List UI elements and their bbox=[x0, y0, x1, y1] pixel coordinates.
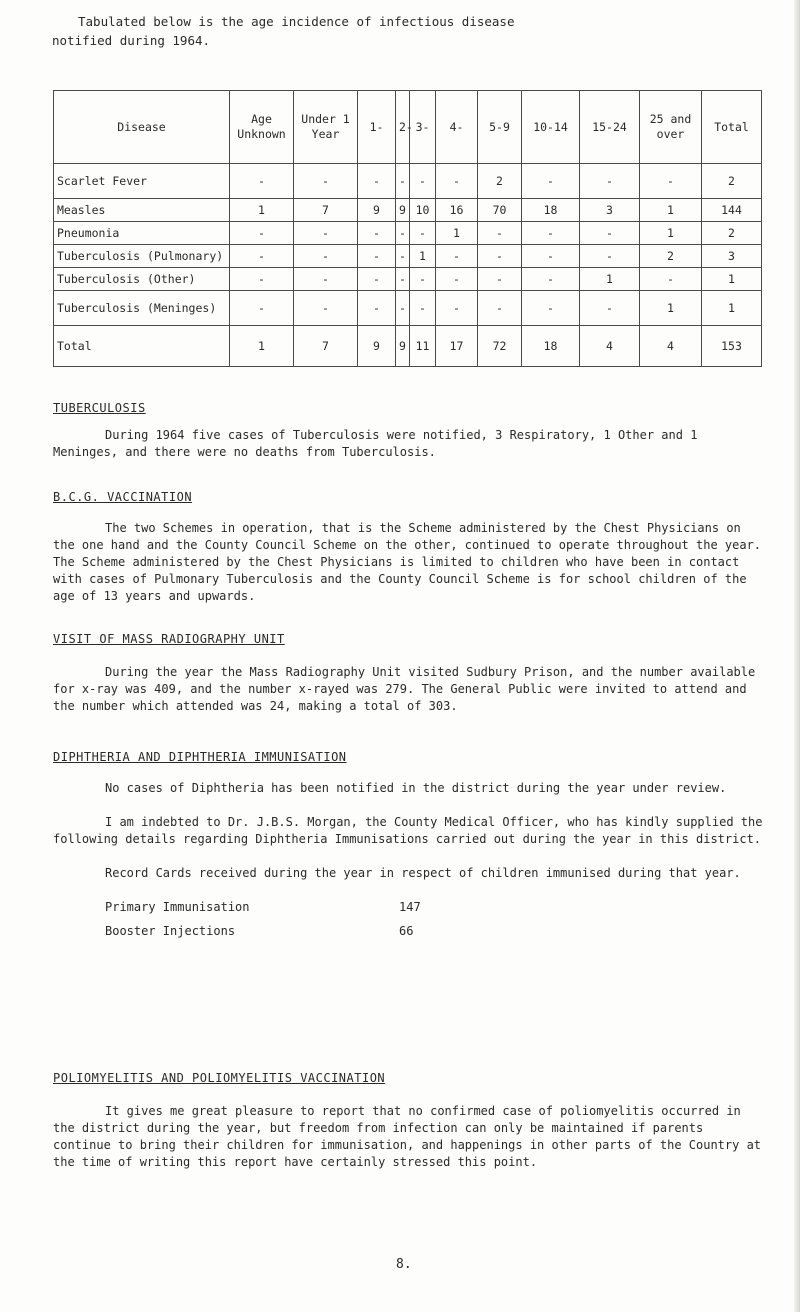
table-cell: - bbox=[580, 291, 640, 326]
table-cell: - bbox=[410, 222, 436, 245]
header-cell: Age Unknown bbox=[230, 91, 294, 164]
table-cell: - bbox=[410, 164, 436, 199]
header-cell: 5-9 bbox=[478, 91, 522, 164]
table-cell: - bbox=[294, 164, 358, 199]
table-cell: - bbox=[294, 268, 358, 291]
header-cell: 15-24 bbox=[580, 91, 640, 164]
table-cell: 70 bbox=[478, 199, 522, 222]
table-cell: - bbox=[640, 268, 702, 291]
table-cell: 72 bbox=[478, 326, 522, 367]
table-header-row bbox=[54, 91, 762, 164]
section-heading: B.C.G. VACCINATION bbox=[53, 490, 193, 504]
table-cell: - bbox=[230, 164, 294, 199]
section-paragraph: It gives me great pleasure to report that no confirmed case of poliomyelitis occurred in the district during the year, but freedom from infection can only be maintained if parents continue to bring their children for immunisation, and happenings in other parts of the Country at the time of writing this report have certainly stressed this point. bbox=[53, 1104, 762, 1169]
table-cell: - bbox=[522, 164, 580, 199]
intro-line-2: notified during 1964. bbox=[52, 33, 211, 48]
booster-injections-row bbox=[53, 923, 765, 941]
table-cell: - bbox=[396, 164, 410, 199]
table-cell: - bbox=[230, 291, 294, 326]
table-cell: - bbox=[640, 164, 702, 199]
section-heading: VISIT OF MASS RADIOGRAPHY UNIT bbox=[53, 632, 285, 646]
table-row bbox=[54, 268, 762, 291]
table-cell: 7 bbox=[294, 199, 358, 222]
table-cell: 1 bbox=[410, 245, 436, 268]
header-cell: 25 and over bbox=[640, 91, 702, 164]
table-total-row bbox=[54, 326, 762, 367]
table-cell: - bbox=[522, 268, 580, 291]
table-cell: - bbox=[436, 245, 478, 268]
header-cell: 10-14 bbox=[522, 91, 580, 164]
header-cell: Under 1 Year bbox=[294, 91, 358, 164]
diphtheria-section bbox=[53, 749, 765, 941]
section-heading: TUBERCULOSIS bbox=[53, 401, 146, 415]
table-cell: 9 bbox=[358, 199, 396, 222]
table-cell: - bbox=[294, 222, 358, 245]
table-cell: - bbox=[294, 291, 358, 326]
table-cell: - bbox=[522, 222, 580, 245]
table-cell: - bbox=[358, 164, 396, 199]
table-cell: - bbox=[358, 291, 396, 326]
table-row bbox=[54, 199, 762, 222]
table-cell: 9 bbox=[396, 326, 410, 367]
table-cell: 2 bbox=[702, 222, 762, 245]
disease-name: Tuberculosis (Pulmonary) bbox=[54, 245, 230, 268]
table-cell: - bbox=[396, 222, 410, 245]
table-cell: - bbox=[230, 245, 294, 268]
disease-name: Measles bbox=[54, 199, 230, 222]
table-cell: 2 bbox=[478, 164, 522, 199]
table-row bbox=[54, 291, 762, 326]
age-incidence-table bbox=[53, 90, 762, 367]
table-cell: - bbox=[478, 222, 522, 245]
section-paragraph: I am indebted to Dr. J.B.S. Morgan, the County Medical Officer, who has kindly supplied the following details regarding Diphtheria Immunisations carried out during the year in this district. bbox=[53, 815, 763, 846]
section-paragraph: During 1964 five cases of Tuberculosis were notified, 3 Respiratory, 1 Other and 1 Meninges, and there were no deaths from Tuberculosis. bbox=[53, 428, 698, 459]
table-cell: 3 bbox=[580, 199, 640, 222]
table-cell: 9 bbox=[358, 326, 396, 367]
table-cell: 4 bbox=[640, 326, 702, 367]
table-cell: - bbox=[580, 222, 640, 245]
header-cell: Total bbox=[702, 91, 762, 164]
page-number: 8. bbox=[396, 1257, 412, 1272]
total-label: Total bbox=[54, 326, 230, 367]
booster-injections-value: 66 bbox=[399, 924, 414, 938]
bcg-section bbox=[53, 489, 765, 605]
table-cell: - bbox=[436, 291, 478, 326]
table-row bbox=[54, 245, 762, 268]
table-cell: - bbox=[410, 291, 436, 326]
table-cell: - bbox=[396, 268, 410, 291]
section-paragraph: No cases of Diphtheria has been notified in the district during the year under review. bbox=[105, 781, 727, 795]
table-cell: 1 bbox=[702, 268, 762, 291]
table-cell: 16 bbox=[436, 199, 478, 222]
table-cell: - bbox=[358, 268, 396, 291]
tuberculosis-section bbox=[53, 400, 765, 461]
intro-line-1: Tabulated below is the age incidence of infectious disease bbox=[78, 14, 515, 29]
disease-name: Pneumonia bbox=[54, 222, 230, 245]
section-paragraph: The two Schemes in operation, that is the Scheme administered by the Chest Physicians on the one hand and the County Council Scheme on the other, continued to operate throughout the year. The Scheme administered by the Chest Physicians is limited to children who have been in contact with cases of Pulmonary Tuberculosis and the County Council Scheme is for school children of the age of 13 years and upwards. bbox=[53, 521, 762, 603]
table-cell: 10 bbox=[410, 199, 436, 222]
primary-immunisation-value: 147 bbox=[399, 900, 421, 914]
table-cell: 3 bbox=[702, 245, 762, 268]
table-cell: 1 bbox=[230, 199, 294, 222]
table-cell: - bbox=[230, 222, 294, 245]
mass-radiography-section bbox=[53, 631, 765, 715]
booster-injections-label: Booster Injections bbox=[105, 924, 236, 938]
table-cell: 11 bbox=[410, 326, 436, 367]
table-cell: - bbox=[436, 268, 478, 291]
table-cell: - bbox=[358, 222, 396, 245]
table-cell: 1 bbox=[702, 291, 762, 326]
header-cell: 4- bbox=[436, 91, 478, 164]
primary-immunisation-label: Primary Immunisation bbox=[105, 900, 250, 914]
table-cell: 153 bbox=[702, 326, 762, 367]
table-cell: 18 bbox=[522, 326, 580, 367]
table-row bbox=[54, 164, 762, 199]
table-cell: - bbox=[294, 245, 358, 268]
header-cell: Disease bbox=[54, 91, 230, 164]
table-cell: - bbox=[522, 245, 580, 268]
table-cell: 1 bbox=[580, 268, 640, 291]
table-cell: - bbox=[522, 291, 580, 326]
table-cell: 144 bbox=[702, 199, 762, 222]
table-cell: 2 bbox=[702, 164, 762, 199]
table-cell: 1 bbox=[640, 199, 702, 222]
section-paragraph: Record Cards received during the year in respect of children immunised during that year. bbox=[105, 866, 741, 880]
table-cell: 17 bbox=[436, 326, 478, 367]
table-cell: 4 bbox=[580, 326, 640, 367]
table-cell: 1 bbox=[436, 222, 478, 245]
table-row bbox=[54, 222, 762, 245]
disease-name: Scarlet Fever bbox=[54, 164, 230, 199]
table-cell: - bbox=[436, 164, 478, 199]
header-cell: 2- bbox=[396, 91, 410, 164]
section-paragraph: During the year the Mass Radiography Unit visited Sudbury Prison, and the number available for x-ray was 409, and the number x-rayed was 279. The General Public were invited to attend and the number which attended was 24, making a total of 303. bbox=[53, 665, 756, 713]
table-cell: - bbox=[478, 245, 522, 268]
table-cell: 1 bbox=[640, 291, 702, 326]
table-cell: - bbox=[478, 268, 522, 291]
page-edge-shadow bbox=[794, 0, 800, 1312]
table-cell: - bbox=[230, 268, 294, 291]
disease-name: Tuberculosis (Meninges) bbox=[54, 291, 230, 326]
table-cell: - bbox=[396, 291, 410, 326]
table-cell: 2 bbox=[640, 245, 702, 268]
intro-text bbox=[52, 12, 515, 50]
disease-name: Tuberculosis (Other) bbox=[54, 268, 230, 291]
header-cell: 1- bbox=[358, 91, 396, 164]
table-cell: - bbox=[580, 245, 640, 268]
table-cell: - bbox=[396, 245, 410, 268]
section-heading: DIPHTHERIA AND DIPHTHERIA IMMUNISATION bbox=[53, 750, 347, 764]
table-cell: 1 bbox=[230, 326, 294, 367]
table-cell: 1 bbox=[640, 222, 702, 245]
table-cell: 9 bbox=[396, 199, 410, 222]
table-cell: - bbox=[580, 164, 640, 199]
table-cell: 7 bbox=[294, 326, 358, 367]
table-cell: - bbox=[478, 291, 522, 326]
table-cell: - bbox=[410, 268, 436, 291]
section-heading: POLIOMYELITIS AND POLIOMYELITIS VACCINATION bbox=[53, 1071, 386, 1085]
poliomyelitis-section bbox=[53, 1070, 765, 1171]
header-cell: 3- bbox=[410, 91, 436, 164]
table-cell: 18 bbox=[522, 199, 580, 222]
table-cell: - bbox=[358, 245, 396, 268]
primary-immunisation-row bbox=[53, 899, 765, 917]
